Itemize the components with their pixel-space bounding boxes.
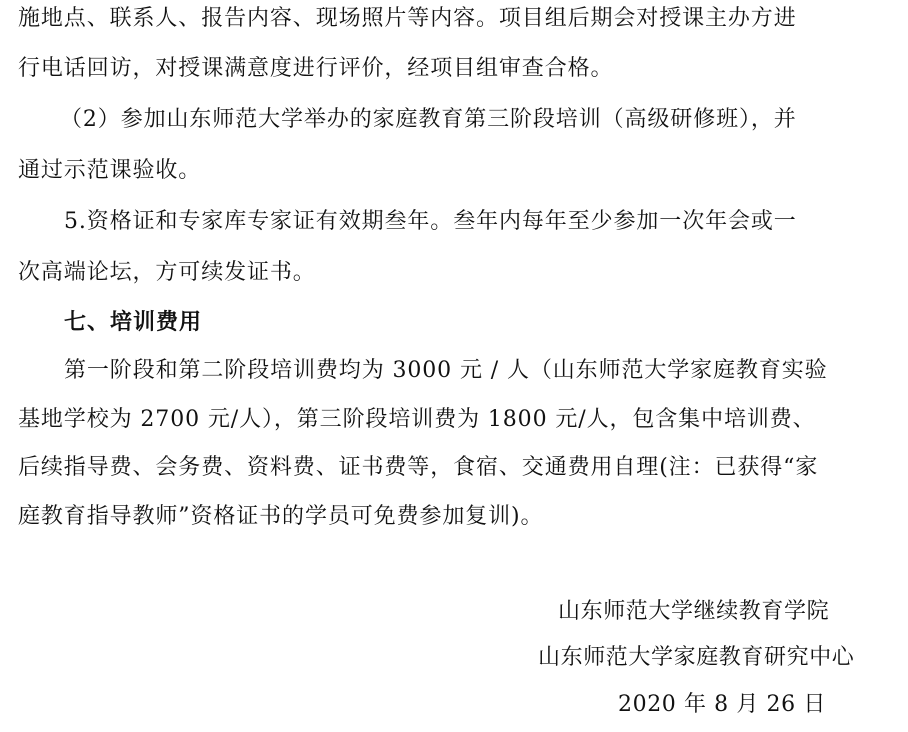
paragraph-line: 基地学校为 2700 元/人），第三阶段培训费为 1800 元/人，包含集中培训费、: [18, 407, 816, 432]
paragraph-line: 通过示范课验收。: [18, 158, 202, 183]
paragraph-line: 庭教育指导教师”资格证书的学员可免费参加复训)。: [18, 504, 544, 529]
signature-date: 2020 年 8 月 26 日: [618, 692, 826, 717]
paragraph-line: 5.资格证和专家库专家证有效期叁年。叁年内每年至少参加一次年会或一: [64, 209, 797, 234]
paragraph-line: 次高端论坛，方可续发证书。: [18, 260, 316, 285]
paragraph-line: 第一阶段和第二阶段培训费均为 3000 元 / 人（山东师范大学家庭教育实验: [64, 358, 828, 383]
signature-org-2: 山东师范大学家庭教育研究中心: [538, 645, 855, 670]
section-heading: 七、培训费用: [64, 310, 203, 335]
signature-org-1: 山东师范大学继续教育学院: [558, 599, 830, 624]
paragraph-line: （2）参加山东师范大学举办的家庭教育第三阶段培训（高级研修班），并: [60, 107, 797, 132]
paragraph-line: 施地点、联系人、报告内容、现场照片等内容。项目组后期会对授课主办方进: [18, 6, 797, 31]
paragraph-line: 后续指导费、会务费、资料费、证书费等，食宿、交通费用自理(注：已获得“家: [18, 455, 819, 480]
paragraph-line: 行电话回访，对授课满意度进行评价，经项目组审查合格。: [18, 56, 614, 81]
